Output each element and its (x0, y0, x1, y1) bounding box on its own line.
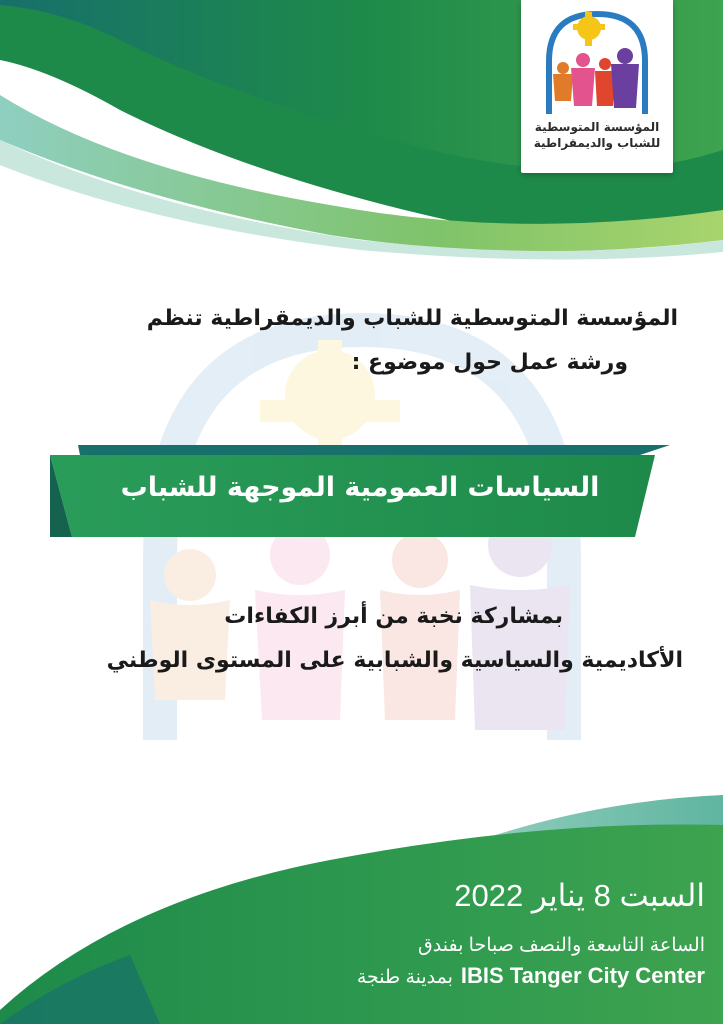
logo-name-line2: للشباب والديمقراطية (533, 136, 661, 150)
banner-title: السياسات العمومية الموجهة للشباب (120, 472, 600, 503)
participation-line2: الأكاديمية والسياسية والشبابية على المستوى الوطني (106, 648, 683, 673)
logo-name-line1: المؤسسة المتوسطية (534, 120, 660, 134)
event-venue (357, 963, 705, 989)
intro-line1: المؤسسة المتوسطية للشباب والديمقراطية تنظم (146, 306, 678, 331)
event-hotel: IBIS Tanger City Center (460, 963, 705, 988)
event-city: بمدينة طنجة (356, 967, 453, 988)
event-date: السبت 8 يناير 2022 (454, 878, 705, 913)
participation-line1: بمشاركة نخبة من أبرز الكفاءات (224, 604, 563, 629)
event-time: الساعة التاسعة والنصف صباحا بفندق (418, 935, 705, 956)
intro-line2: ورشة عمل حول موضوع : (351, 350, 628, 375)
